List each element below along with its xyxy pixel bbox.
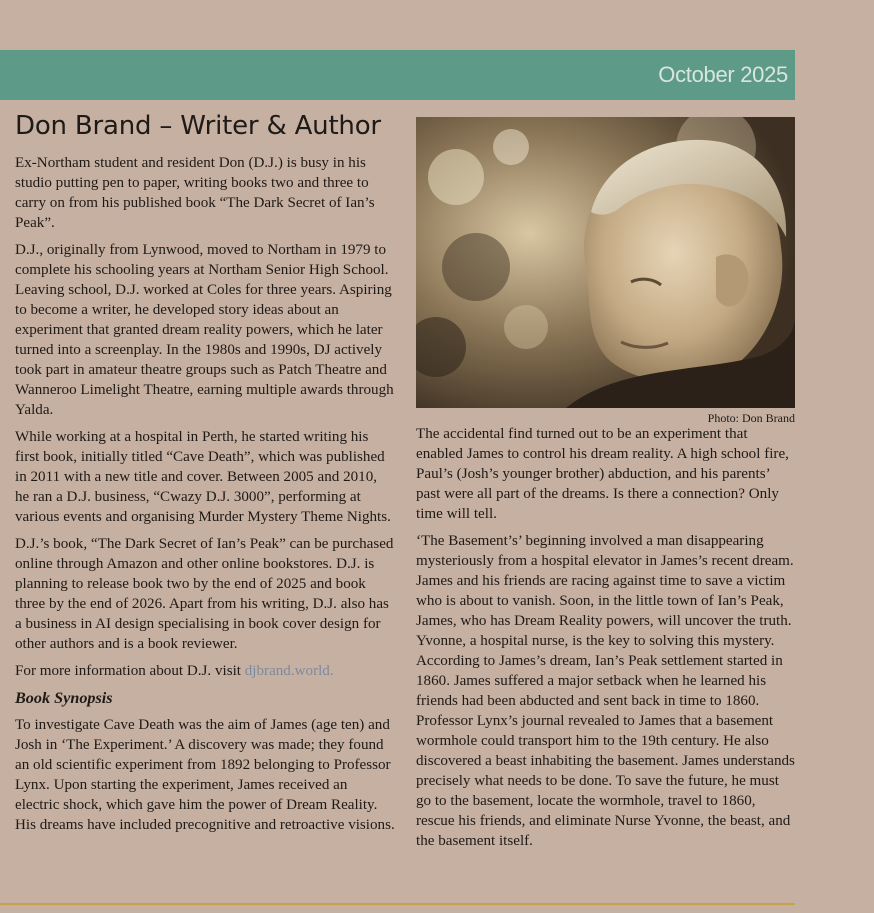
issue-date: October 2025 <box>658 62 788 87</box>
website-link[interactable]: djbrand.world. <box>244 663 334 679</box>
paragraph-background: D.J., originally from Lynwood, moved to Northam in 1979 to complete his schooling years at Northam Senior High School. Leaving school, D.J. worked at Coles for three years. Aspiring to become a writer, he developed story ideas about an experiment that granted dream reality powers, which he later turned into a screenplay. In the 1980s and 1990s, DJ actively took part in amateur theatre groups such as Patch Theatre and Wanneroo Limelight Theatre, earning multiple awards through Yalda. <box>15 242 394 418</box>
paragraph-synopsis: To investigate Cave Death was the aim of James (age ten) and Josh in ‘The Experiment.’ A discovery was made; they found an old scientific experiment from 1892 belonging to Professor Lynx. Upon starting the experiment, James received an electric shock, which gave him the power of Dream Reality. His dreams have included precognitive and retroactive visions. <box>15 717 395 833</box>
paragraph-intro: Ex-Northam student and resident Don (D.J.) is busy in his studio putting pen to paper, writing books two and three to carry on from his published book “The Dark Secret of Ian’s Peak”. <box>15 155 375 231</box>
right-column <box>416 424 796 858</box>
author-portrait-image <box>416 117 795 408</box>
header-band <box>0 50 795 100</box>
more-info-text: For more information about D.J. visit <box>15 663 245 679</box>
paragraph-experiment: The accidental find turned out to be an experiment that enabled James to control his dream reality. A high school fire, Paul’s (Josh’s younger brother) abduction, and his parents’ past were all part of the dreams. Is there a connection? Only time will tell. <box>416 426 789 522</box>
author-photo <box>416 117 795 408</box>
paragraph-first-book: While working at a hospital in Perth, he started writing his first book, initially titled “Cave Death”, which was published in 2011 with a new title and cover. Between 2005 and 2010, he ran a D.J. business, “Cwazy D.J. 3000”, performing at various events and organising Murder Mystery Theme Nights. <box>15 429 391 525</box>
article-title: Don Brand – Writer & Author <box>15 111 381 141</box>
left-column <box>15 153 395 842</box>
photo-credit: Photo: Don Brand <box>707 411 795 425</box>
footer-rule <box>0 903 795 905</box>
synopsis-heading: Book Synopsis <box>15 689 113 707</box>
paragraph-book-availability: D.J.’s book, “The Dark Secret of Ian’s Peak” can be purchased online through Amazon and other online bookstores. D.J. is planning to release book two by the end of 2025 and book three by the end of 2026. Apart from his writing, D.J. also has a business in AI design specialising in book cover design for other authors and is a book reviewer. <box>15 536 394 652</box>
paragraph-more-info <box>15 661 395 681</box>
paragraph-basement: ‘The Basement’s’ beginning involved a man disappearing mysteriously from a hospital elevator in James’s recent dream. James and his friends are racing against time to save a victim who is about to vanish. Soon, in the little town of Ian’s Peak, James, who has Dream Reality powers, will uncover the truth. Yvonne, a hospital nurse, is the key to solving this mystery. According to James’s dream, Ian’s Peak settlement started in 1860. James suffered a major setback when he learned his friends had been abducted and sent back in time to 1860. Professor Lynx’s journal revealed to James that a basement wormhole could transport him to the 19th century. He also discovered a beast inhabiting the basement. James understands precisely what needs to be done. To save the future, he must go to the basement, locate the wormhole, travel to 1860, rescue his friends, and eliminate Nurse Yvonne, the beast, and the basement itself. <box>416 533 795 849</box>
